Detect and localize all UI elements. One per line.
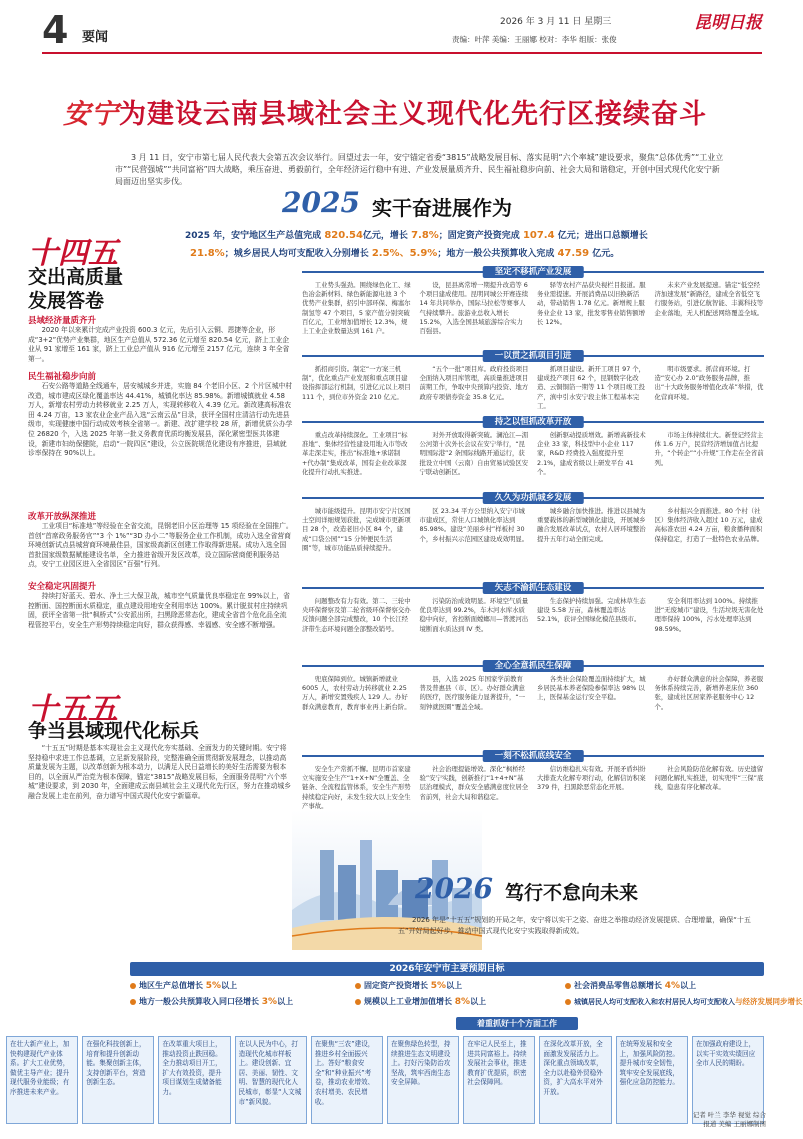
section-column-text: “五个一批”项目库。政府投资项目全面纳入项目库管理，高质量推进项目前期工作，争取中央预算内投资、地方政府专项债券资金 35.8 亿元。	[419, 365, 529, 401]
section-column-text: 重点改革持续深化。工业项目“标准地”、集体经营性建设用地入市等改革走深走实，推出“标准地+承诺制+代办制”集成改革，国有企业改革深化提升行动扎实推进。	[302, 431, 408, 476]
plan-15-heading: 十五五	[28, 692, 118, 727]
plan-title: 笃行不怠向未来	[505, 882, 639, 904]
section-column-text: 兜底保障到位。城镇新增就业 6005 人，农村劳动力转移就业 2.25 万人，新增安置残疾人 129 人。办好群众满意教育，教育事业再上新台阶。	[302, 675, 411, 711]
headline-text: 为建设云南县域社会主义现代化先行区接续奋斗	[119, 99, 707, 130]
goals-title: 2026年安宁市主要预期目标	[130, 962, 764, 976]
section-column-text: 驿等农村产品获央视栏目报道。服务业需提速。开展消费品以旧换新活动，带动销售 1.78 亿元。新增规上服务业企业 13 家，批发零售业销售额增长 12%。	[537, 281, 646, 326]
left-section-heading: 安全稳定巩固提升	[28, 582, 97, 592]
section-bar-label: 坚定不移抓产业发展	[483, 266, 584, 278]
headline-highlight: 安宁	[63, 99, 119, 130]
newspaper-logo: 昆明日报	[694, 13, 762, 33]
section-column-text: 市场主体持续壮大。新登记经营主体 1.6 万户，民营经济增加值占比提升，“个转企”“小升规”工作走在全省前列。	[654, 431, 764, 467]
section-bar	[302, 350, 764, 362]
goal-label: 固定资产投资增长	[364, 981, 431, 990]
section-column-text: 抓项目建设。新开工项目 97 个，建成投产项目 62 个，昆钢数字化改造、云铜铜箔一期等 11 个项目竣工投产，滇中引水安宁段主体工程基本完工。	[537, 365, 646, 410]
goal-item	[355, 980, 462, 991]
section-bar	[302, 416, 764, 428]
goal-tail: 以上	[277, 997, 294, 1006]
bullet-dot-icon	[565, 983, 571, 989]
reporter-credit: 记者 叶兰 李华 视觉 综合报道 美编 王丽娜制图	[692, 1111, 766, 1128]
task-card: 在强化科技创新上，培育和提升创新动能。集聚创新主体，支持创新平台，营造创新生态。	[82, 1036, 154, 1124]
section-column-text: 县，入选 2025 年国家学前教育普及普惠县（市、区）。办好群众满意的医疗，医疗服务能力显著提升，“一刻钟就医圈”覆盖全域。	[419, 675, 526, 711]
goal-label: 城镇居民人均可支配收入和农村居民人均可支配收入	[574, 998, 735, 1006]
goal-label: 地方一般公共预算收入同口径增长	[139, 997, 262, 1006]
stat-value: 21.8%	[190, 248, 225, 259]
section-bar-label: 矢志不渝抓生态建设	[483, 582, 584, 594]
task-card: 在牢记人民至上，推进共同富裕上。持续发展社会事业，推进教育扩优提质，织密社会保障网。	[463, 1036, 535, 1124]
task-card: 在深化改革开放，全面激发发展活力上。深化重点领域改革，全力以赴稳外贸稳外资，扩大高水平对外开放。	[539, 1036, 611, 1124]
stat-text: ；地方一般公共预算收入完成	[437, 249, 558, 259]
plan-14-subtitle-1: 交出高质量	[28, 266, 124, 288]
section-column-text: 乡村振兴全面推进。80 个村（社区）集体经济收入超过 10 万元，建成高标准农田 4.24 万亩，粮食播种面积保持稳定，打造了一批特色农业品牌。	[654, 507, 764, 543]
section-bar-label: 持之以恒抓改革开放	[483, 416, 584, 428]
stat-text: 亿元。	[589, 249, 620, 259]
bullet-dot-icon	[355, 999, 361, 1005]
section-column-text: 污染防治成效明显。环境空气质量优良率达到 99.2%，车木河水库水质稳中向好，省控断面螳螂川—普渡河出境断面水质达到 IV 类。	[419, 597, 529, 633]
section-columns	[302, 281, 764, 357]
goal-item	[130, 980, 237, 991]
goal-item	[565, 996, 803, 1007]
plan-year: 2026	[415, 872, 493, 905]
section-column-text: 生态保护持续加强。完成林草生态建设 5.58 万亩，森林覆盖率达 52.1%，获评全国绿化模范县级市。	[537, 597, 646, 624]
page-number: 4	[42, 8, 69, 52]
header-divider	[42, 52, 762, 54]
section-bar	[302, 492, 764, 504]
tasks-list	[6, 1036, 764, 1124]
bullet-dot-icon	[565, 999, 571, 1005]
section-column-text: 设，昆县离常增一期提升改造等 6 个项目建成使用。昆明同城公开赛连续 14 年共同举办，国际马拉松等赛事人气持续攀升。旅游业总收入增长 15.2%，入选全国县域旅游综合实力百强县。	[419, 281, 529, 336]
plan-14-subtitle-2: 发展答卷	[28, 290, 105, 312]
section-column-text: 社会风险防范化解有效。历史遗留问题化解扎实推进，切实兜牢“三保”底线，隐患有序化解改革。	[654, 765, 764, 792]
section-columns	[302, 675, 764, 757]
task-card: 在统筹发展和安全上，加强风险防控。提升城市安全韧性，筑牢安全发展底线，强化应急防控能力。	[616, 1036, 688, 1124]
section-columns	[302, 507, 764, 589]
plan-text: 2026 年是“十五五”规划的开局之年，安宁将以实干之姿、奋进之举推动经济发展提质、合理增量，确保“十五五”开好局起好步，推动中国式现代化安宁实践取得新成效。	[398, 916, 751, 935]
goal-label: 规模以上工业增加值增长	[364, 997, 455, 1006]
task-card: 在加强政府建设上，以实干实效实绩回应全市人民的期盼。	[692, 1036, 764, 1124]
goal-value: 5%	[430, 981, 447, 991]
plan-14-heading: 十四五	[28, 236, 118, 271]
left-section-text: 工业项目“标准地”等经验在全省交流，昆钢老旧小区治理等 15 项经验在全国推广。首创“首席政务服务官”“3 个 1%”“3D 办小二”等服务企业工作机制，成功入选全省营商环境创新试点县城营商环境最佳县，国家级高新区创建工作取得新进展。成功入选全国首批国家级数据赋能建设名单，全力推进省级开发区改革，设立国际营商便利服务站点，安宁工业园区进入全省园区“百强”行列。	[28, 522, 293, 569]
section-column-text: 创新驱动提质增效。新增高新技术企业 33 家，科技型中小企业 117 家，R&D 经费投入强度提升至 2.1%，建成省级以上研发平台 41 个。	[537, 431, 646, 476]
section-columns	[302, 365, 764, 423]
section-label: 要闻	[82, 30, 109, 45]
stats-row-2	[190, 244, 770, 259]
stat-value: 47.59	[557, 248, 590, 259]
goal-value: 5%	[205, 981, 222, 991]
goal-tail: 以上	[680, 981, 697, 990]
task-card: 在聚焦“三农”建设，推进乡村全面振兴上。答好“粮食安全”和“种业振兴”考卷，推动农业增效、农村增美、农民增收。	[311, 1036, 383, 1124]
goal-label: 社会消费品零售总额增长	[574, 981, 665, 990]
left-section-text: 石安公路等道路全线通车，居安城城乡并进，实施 84 个老旧小区、2 个片区城中村改造，城市建成区绿化覆盖率达 44.41%，城镇化率达 85.98%。新增城镇就业 4.58 万人，新增农村劳动力转移就业 2.25 万人，实现转移收入 4.39 亿元。新改建高标准农田 4.24 万亩，13 家农业企业产品入选“云南云品”目录，获评全国村庄清洁行动先进县级市，实现健康中国行动成效考核全省第一。新建、改扩建学校 28 所，新增优质公办学位 26820 个，入选 2025 年第一批义务教育优质均衡发展县，深化紧密型医共体建设，新建市妇幼保健院，启动“一院四区”建设，公立医院规范化建设有序推进，县域就诊率保持在 90%以上。	[28, 382, 293, 458]
goal-item	[130, 996, 293, 1007]
section-columns	[302, 431, 764, 499]
goal-tail: 以上	[470, 997, 487, 1006]
goal-value: 与经济发展同步增长	[735, 997, 803, 1006]
left-section-heading: 改革开放纵深推进	[28, 512, 97, 522]
section-bar-label: 久久为功抓城乡发展	[483, 492, 584, 504]
goal-tail: 以上	[446, 981, 463, 990]
section-column-text: 城乡融合加快推进。推进以县城为重要载体的新型城镇化建设，开展城乡融合发展改革试点，农村人居环境整治提升五年行动全面完成。	[537, 507, 646, 543]
section-column-text: 抓招商引资。制定“一方案三机制”，优化重点产业发展和重点项目建设指挥部运行机制，引进亿元以上项目 111 个，到位市外资金 210 亿元。	[302, 365, 411, 401]
plan-15-text: “十五五”时期是基本实现社会主义现代化夯实基础、全面发力的关键时期。安宁将坚持稳中求进工作总基调，立足新发展阶段，完整准确全面贯彻新发展理念，以推动高质量发展为主题，以改革创新为根本动力，以满足人民日益增长的美好生活需要为根本目的，以全面从严治党为根本保障，锚定“3815”战略发展目标，全面服务昆明“六个率城”建设要求，到 2030 年，全面建成云南县域社会主义现代化先行区，努力在推动城乡融合发展上走在前列，奋力谱写中国式现代化安宁新篇章。	[28, 744, 292, 800]
stat-value: 107.4	[522, 230, 555, 241]
section-column-text: 各类社会保险覆盖面持续扩大，城乡居民基本养老保险参保率达 98% 以上，医保基金运行安全平稳。	[537, 675, 646, 702]
left-section-text: 持续打好蓝天、碧水、净土三大保卫战，城市空气质量优良率稳定在 99%以上，省控断面、国控断面水质稳定，重点建设用地安全利用率达 100%。累计脱贫村庄持续巩固，获评全省第一批“枫桥式”公安派出所，扫黑除恶常态化，建成全省首个危化品全流程管控平台，安全生产形势持续稳定向好，群众获得感、幸福感、安全感不断增强。	[28, 592, 290, 629]
section-column-text: 对外开放取得新突破。澜沧江—湄公河第十次外长会议在安宁举行，“昆明国际港”2 条国际线路开通运行，获批设立中国（云南）自由贸易试验区安宁联动创新区。	[419, 431, 529, 476]
section-column-text: 安全生产常抓不懈。昆明市首家建立实施安全生产“1+X+N”全覆盖、全链条、全流程监管体系，安全生产形势持续稳定向好，未发生较大以上安全生产事故。	[302, 765, 411, 810]
section-column-text: 问题整改有力有效。第二、三轮中央环保督察及第二轮省级环保督察交办反馈问题全部完成整改，10 个长江经济带生态环境问题全部整改销号。	[302, 597, 411, 633]
bullet-dot-icon	[130, 983, 136, 989]
goal-item	[355, 996, 486, 1007]
task-card: 在改革重大项目上，推动投资止跌回稳。全力推动项目开工，扩大有效投资，提升项目谋划生成储备能力。	[158, 1036, 230, 1124]
task-card: 在壮大新产业上，加快构建现代产业体系。扩大工业优势，做优主导产业；提升现代服务业能级；有序推进未来产业。	[6, 1036, 78, 1124]
left-section-text: 2020 年以来累计完成产业投资 600.3 亿元，先后引入云铜、恩捷等企业，形成“3+2”优势产业集群，地区生产总值从 572.36 亿元增至 820.54 亿元，跻上工业企业从 91 家增至 161 家，跻上工业总产值从 916 亿元增至 2157 亿元，连续 3 年全省第一。	[28, 326, 290, 363]
section-bar	[302, 750, 764, 762]
section-bar	[302, 266, 764, 278]
section-column-text: 信访维稳扎实有效。开展矛盾纠纷大排查大化解专项行动，化解信访积案 379 件，扫黑除恶常态化开展。	[537, 765, 646, 792]
stat-text: 亿元，增长	[362, 231, 412, 241]
stat-value: 7.8%	[411, 230, 439, 241]
section-column-text: 工业势头强劲。围绕绿色化工、绿色冶金新材料、绿色新能源电池 3 个优势产业集群，招引中部环保、梅塞尔制氢等 47 个项目，5 家产值分别突破百亿元，工业增加值增长 12.3%，规上工业企业数量达到 161 户。	[302, 281, 411, 336]
section-column-text: 办好群众满意的社会保障，养老服务体系持续完善，新增养老床位 360 张，建成社区居家养老服务中心 12 个。	[654, 675, 764, 711]
section-bar-label: 一以贯之抓项目引进	[483, 350, 584, 362]
goal-value: 3%	[261, 997, 278, 1007]
issue-date: 2026 年 3 月 11 日 星期三	[500, 17, 612, 27]
headline	[0, 92, 770, 131]
stat-text: 亿元；进出口总额增长	[554, 231, 648, 241]
lead-paragraph: 3 月 11 日，安宁市第七届人民代表大会第五次会议举行。回望过去一年，安宁锚定省委“3815”战略发展目标、落实昆明“六个率城”建设要求，聚焦“总体优秀”“工业立市”“民营强城”“共同富裕”四大战略，乘压奋进、勇毅前行，全年经济运行稳中有进、产业发展量质齐升、民生福祉稳步向前、社会大局和谐稳定，开创中国式现代化安宁新局面迈出坚实步伐。	[115, 153, 724, 186]
stat-text: ；城乡居民人均可支配收入分别增长	[224, 249, 372, 259]
review-title: 实干奋进展作为	[372, 196, 512, 220]
task-card: 在以人民为中心，打造现代化城市样板上。建设创新、宜居、美丽、韧性、文明、智慧的现代化人民城市，彰显“人文城市”新风貌。	[235, 1036, 307, 1124]
section-bar	[302, 660, 764, 672]
section-column-text: 社会治理提能增效。深化“枫桥经验”安宁实践，创新推行“1+4+N”基层治理模式，群众安全感满意度位居全省前列，社会大局和谐稳定。	[419, 765, 529, 801]
goal-tail: 以上	[221, 981, 238, 990]
section-column-text: 明市级要求。抓营商环境。打造“安心办 2.0”政务服务品牌，推出“十大政务服务增值化改革”举措，优化营商环境。	[654, 365, 764, 401]
tasks-title: 着重抓好十个方面工作	[456, 1017, 578, 1030]
stat-text: ；固定资产投资完成	[438, 231, 523, 241]
section-column-text: 安全利用率达到 100%。持续推进“无废城市”建设，生活垃圾无害化处理率保持 100%，污水处理率达到 98.59%。	[654, 597, 764, 633]
section-column-text: 区 23.34 平方公里纳入安宁市城市建成区，常住人口城镇化率达到 85.98%。建设“美丽乡村”样板村 30 个，乡村振兴示范园区建设成效明显。	[419, 507, 529, 543]
stats-row-1	[185, 228, 765, 241]
bullet-dot-icon	[130, 999, 136, 1005]
editor-credits: 责编：叶萍 美编：王丽娜 校对：李华 组版：张俊	[452, 35, 617, 44]
stat-value: 820.54	[324, 230, 363, 241]
stat-value: 2.5%、5.9%	[371, 248, 438, 259]
left-section-heading: 县域经济量质齐升	[28, 316, 97, 326]
section-bar	[302, 582, 764, 594]
bullet-dot-icon	[355, 983, 361, 989]
goal-item	[565, 980, 696, 991]
goal-value: 4%	[664, 981, 681, 991]
section-bar-label: 全心全意抓民生保障	[483, 660, 584, 672]
task-card: 在聚焦绿色转型，持续推进生态文明建设上。打好污染防治攻坚战，筑牢西南生态安全屏障。	[387, 1036, 459, 1124]
review-year: 2025	[282, 186, 360, 219]
left-section-heading: 民生福祉稳步向前	[28, 372, 97, 382]
goal-value: 8%	[454, 997, 471, 1007]
plan-15-subtitle: 争当县域现代化标兵	[28, 720, 200, 742]
section-bar-label: 一刻不松抓底线安全	[483, 750, 584, 762]
stat-text: 2025 年，安宁地区生产总值完成	[185, 231, 325, 241]
section-column-text: 城市能级提升。昆明市安宁片区国土空间详细规划获批，完成城市更新项目 28 个，改造老旧小区 84 个，建成“口袋公园”“15 分钟便民生活圈”等，城市功能品质持续提升。	[302, 507, 411, 552]
section-column-text: 未来产业发展提速。锚定“低空经济加速发展”新路径，建成全省低空飞行服务站，引进亿航智能、丰翼科技等企业落地，无人机配送网络覆盖全域。	[654, 281, 764, 317]
goal-label: 地区生产总值增长	[139, 981, 206, 990]
section-columns	[302, 597, 764, 667]
